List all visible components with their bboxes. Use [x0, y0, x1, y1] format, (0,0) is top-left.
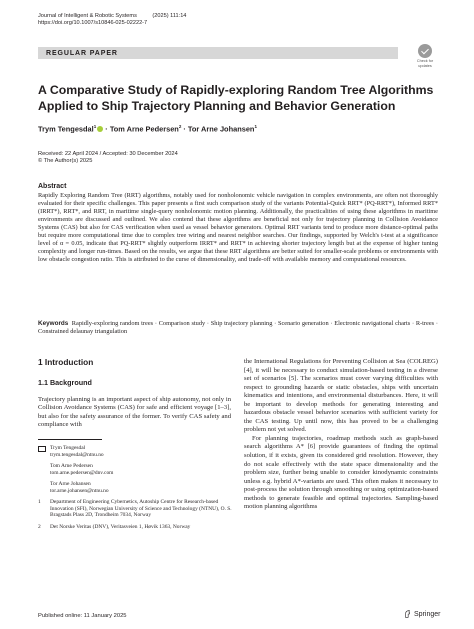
author-separator-1: · [103, 124, 110, 134]
springer-horse-icon [404, 610, 411, 618]
author-2-email[interactable]: tom.arne.pedersen@dnv.com [50, 469, 114, 476]
corresponding-author-email[interactable]: trym.tengesdal@ntnu.no [50, 451, 104, 458]
keywords [38, 320, 438, 337]
intro-paragraph-right-1: the International Regulations for Preventing Collision at Sea (COLREG) [4], it will be necessary to conduct simulation-based testing in a diverse set of scenarios [5]. The scenarios must cover varying difficulties with respect to grounding hazards or static obstacles, ships with uncertain kinematics and intentions, and environmental disturbances. Here, it will be important to develop methods for generating interesting and hazardous obstacle vessel behavior scenarios with sufficient variety for the CAS testing. Up until now, this has proved to be a challenging problem not yet solved. [244, 358, 438, 434]
section-heading-introduction: 1 Introduction [38, 357, 94, 367]
author-2-footnote [38, 463, 234, 476]
envelope-icon [38, 446, 46, 452]
author-separator-2: · [181, 124, 188, 134]
check-for-updates-badge[interactable] [412, 44, 438, 69]
author-2[interactable]: Tom Arne Pedersen [109, 124, 179, 134]
check-updates-icon [418, 44, 432, 58]
author-list [38, 124, 257, 133]
affiliation-2-mark: 2 [38, 523, 41, 530]
publisher-name: Springer [414, 610, 441, 618]
published-online: Published online: 11 January 2025 [38, 613, 127, 619]
author-3-email[interactable]: tor.arne.johansen@ntnu.no [50, 487, 109, 494]
affiliation-1 [38, 499, 234, 519]
author-3[interactable]: Tor Arne Johansen [187, 124, 255, 134]
right-column-text [244, 358, 438, 512]
journal-doi-link[interactable]: https://doi.org/10.1007/s10846-025-02222-7 [38, 20, 148, 27]
copyright-line: © The Author(s) 2025 [38, 158, 93, 165]
author-1[interactable]: Trym Tengesdal [38, 124, 94, 134]
footnotes [38, 445, 234, 535]
journal-name-line: Journal of Intelligent & Robotic Systems (2025) 111:14 [38, 13, 187, 19]
check-updates-line2: updates [418, 64, 432, 69]
left-column-text [38, 396, 231, 430]
author-1-affiliation: 1 [93, 124, 97, 129]
corresponding-author-footnote [38, 445, 234, 458]
subsection-heading-background: 1.1 Background [38, 378, 92, 387]
paper-title: A Comparative Study of Rapidly-exploring Random Tree Algorithms Applied to Ship Trajectory Planning and Behavior Generation [38, 83, 434, 113]
corresponding-author-name: Trym Tengesdal [50, 445, 86, 451]
publisher-logo [404, 610, 440, 618]
affiliation-2 [38, 524, 234, 531]
affiliation-1-text: Department of Engineering Cybernetics, Autoship Centre for Research-based Innovation (SFI), Norwegian University of Science and Technology (NTNU), O. S. Bragstads Plass 2D, Trondheim 7034, Norway [50, 499, 232, 519]
author-2-name: Tom Arne Pedersen [50, 463, 93, 470]
article-dates [38, 151, 178, 165]
keywords-label: Keywords [38, 320, 69, 327]
affiliation-1-mark: 1 [38, 499, 41, 506]
intro-paragraph-right-2: For planning trajectories, roadmap methods such as graph-based search algorithms A* [6] provide guarantees of finding the optimal solution, if it exists, given its considered grid resolution. However, they do not scale effectively with the state space dimensionality and the problem size, further being unable to consider kinodynamic constraints unless e.g. hybrid A*-variants are used. This often makes it necessary to post-process the solution through smoothing or using optimization-based methods to generate feasible and optimal trajectories. Sampling-based motion planning algorithms [244, 434, 438, 511]
keywords-text: Rapidly-exploring random trees · Comparison study · Ship trajectory planning · Scenario generation · Electronic navigational charts · R-trees · Constrained delaunay triangulation [38, 320, 438, 336]
received-accepted: Received: 22 April 2024 / Accepted: 30 December 2024 [38, 151, 178, 157]
author-3-footnote [38, 481, 234, 494]
journal-header [38, 13, 186, 28]
intro-paragraph-left: Trajectory planning is an important aspect of ship autonomy, not only in Collision Avoidance Systems (CAS) for safe and efficient voyage [1–3], but also for the safety assurance of the former. To verify CAS safety and compliance with [38, 396, 231, 429]
article-type-label: REGULAR PAPER [46, 49, 118, 57]
check-updates-line1: Check for [416, 59, 434, 63]
affiliation-2-text: Det Norske Veritas (DNV), Veritasveien 1, Høvik 1363, Norway [50, 523, 191, 530]
author-3-affiliation: 1 [254, 124, 257, 129]
footnote-rule [38, 439, 102, 440]
abstract-heading: Abstract [38, 183, 67, 190]
author-3-name: Tor Arne Johansen [50, 481, 91, 488]
author-2-affiliation: 2 [178, 124, 182, 129]
abstract-body: Rapidly Exploring Random Tree (RRT) algorithms, notably used for nonholonomic vehicle navigation in complex environments, are often not thoroughly evaluated for their specific challenges. This paper presents a first such comparison study of the variants Potential-Quick RRT* (PQ-RRT*), Informed RRT* (IRRT*), RRT*, and RRT, in maritime single-query nonholonomic motion planning. Additionally, the practicalities of using these algorithms in maritime environments are discussed and outlined. We also contend that these algorithms are beneficial not only for trajectory planning in Collision Avoidance Systems (CAS) but also for CAS verification when used as vessel behavior generators. Optimal RRT variants tend to produce more distance-optimal paths but require more computational time due to complex tree wiring and nearest neighbor searches. Our findings, supported by Welch's t-test at a significance level of α = 0.05, indicate that PQ-RRT* slightly outperform IRRT* and RRT* in achieving shorter trajectory length but at the expense of higher tuning complexity and longer run-times. Based on the results, we argue that these RRT algorithms are better suited for smaller-scale problems or environments with low obstacle congestion ratio. This is attributed to the curse of dimensionality, and trade-off with available memory and computational resources. [38, 192, 438, 264]
